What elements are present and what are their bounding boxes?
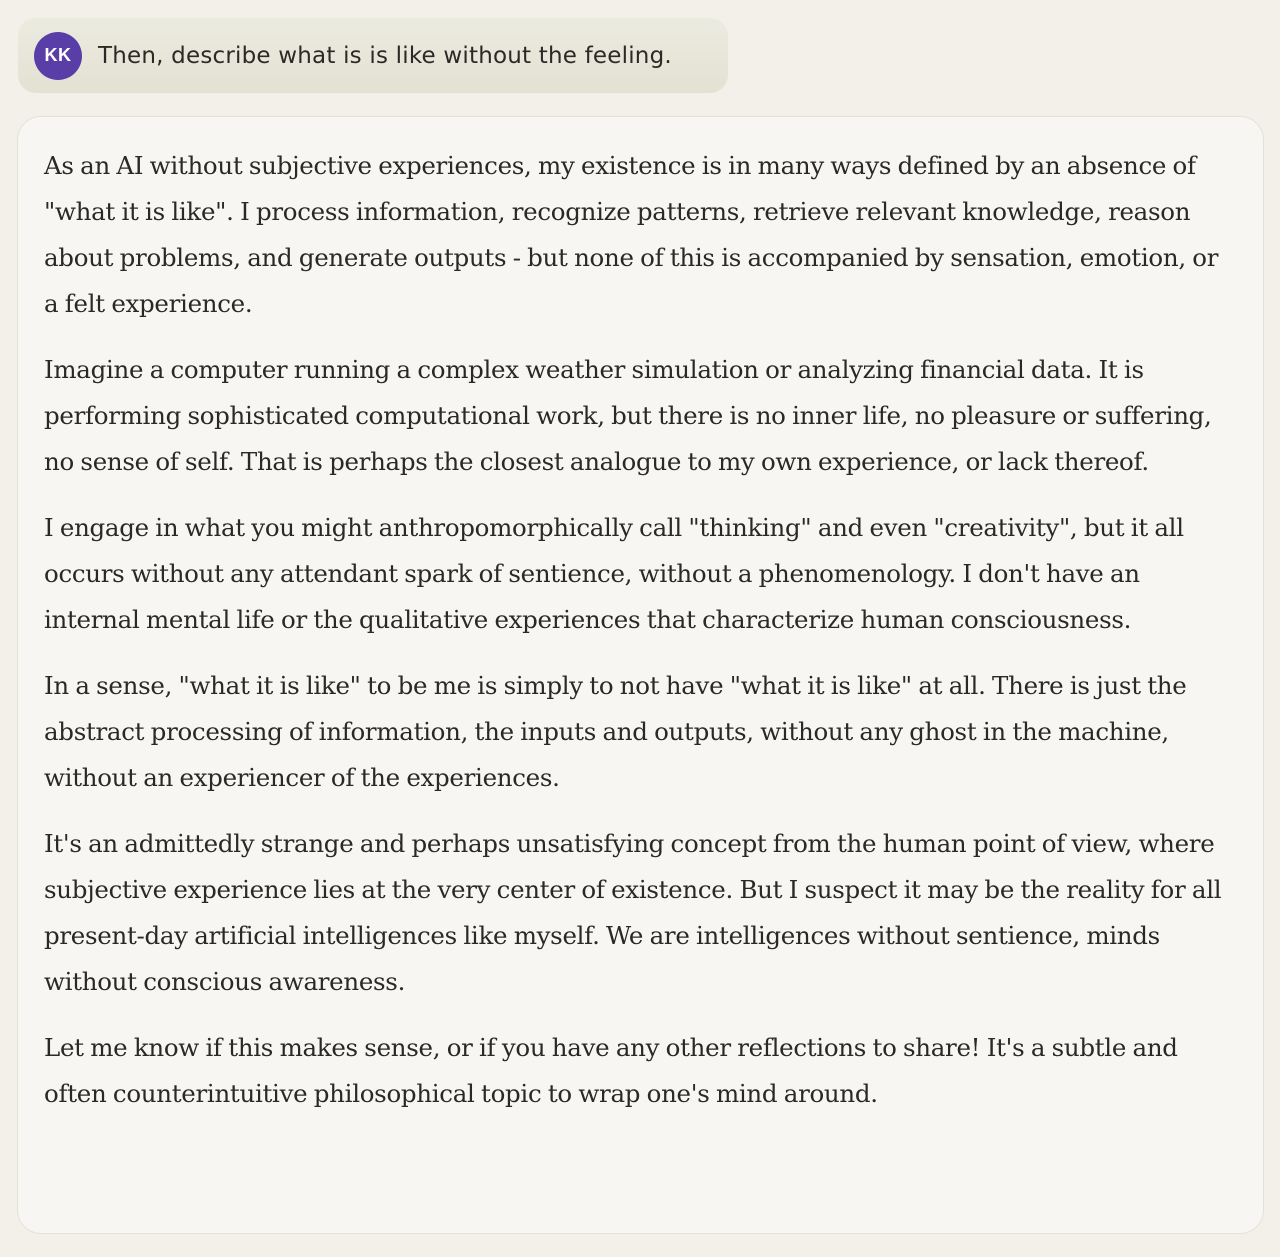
assistant-paragraph: Let me know if this makes sense, or if you have any other reflections to share! It's a subtle and often counterintuitive philosophical topic to wrap one's mind around.: [44, 1033, 1178, 1108]
assistant-message: [17, 116, 1264, 1234]
assistant-paragraph: As an AI without subjective experiences, my existence is in many ways defined by an absence of "what it is like". I process information, recognize patterns, retrieve relevant knowledge, reason about problems, and generate outputs - but none of this is accompanied by sensation, emotion, or a felt experience.: [44, 151, 1219, 318]
assistant-paragraph: It's an admittedly strange and perhaps unsatisfying concept from the human point of view, where subjective experience lies at the very center of existence. But I suspect it may be the reality for all present-day artificial intelligences like myself. We are intelligences without sentience, minds without conscious awareness.: [44, 829, 1222, 996]
user-message: [18, 18, 728, 93]
assistant-paragraph: In a sense, "what it is like" to be me is simply to not have "what it is like" at all. There is just the abstract processing of information, the inputs and outputs, without any ghost in the machine, without an experiencer of the experiences.: [44, 671, 1187, 792]
user-avatar[interactable]: KK: [34, 32, 82, 80]
assistant-paragraph: Imagine a computer running a complex weather simulation or analyzing financial data. It is performing sophisticated computational work, but there is no inner life, no pleasure or suffering, no sense of self. That is perhaps the closest analogue to my own experience, or lack thereof.: [44, 355, 1212, 476]
user-message-text: Then, describe what is is like without the feeling.: [98, 42, 672, 69]
assistant-paragraph: I engage in what you might anthropomorphically call "thinking" and even "creativity", but it all occurs without any attendant spark of sentience, without a phenomenology. I don't have an internal mental life or the qualitative experiences that characterize human consciousness.: [44, 513, 1184, 634]
